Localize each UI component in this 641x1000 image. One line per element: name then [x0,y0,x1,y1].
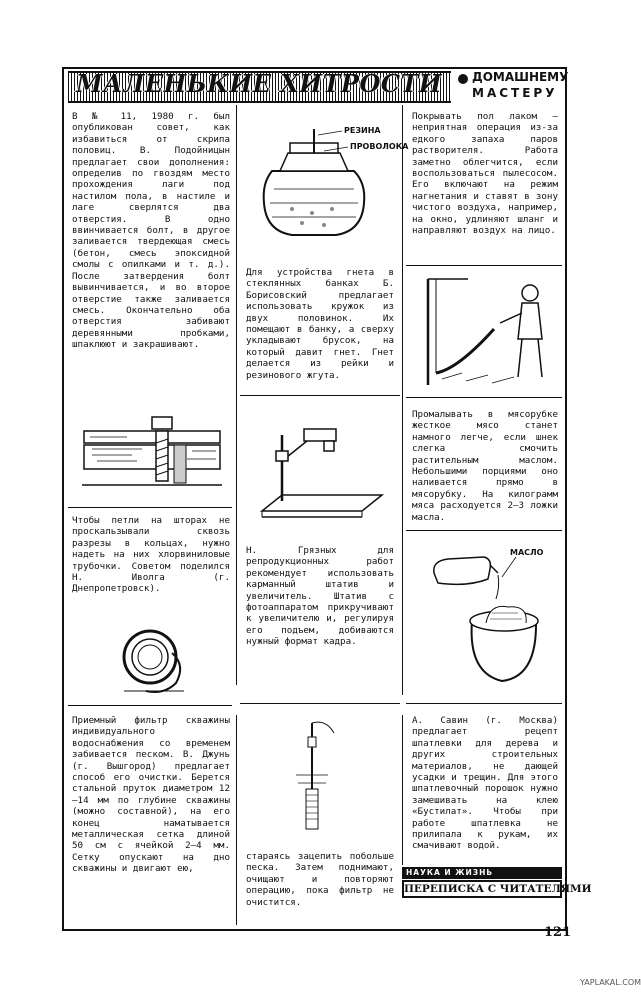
rubber-label: РЕЗИНА [344,126,381,135]
section-divider [240,703,400,704]
column-divider [236,715,237,925]
article-nails: В № 11, 1980 г. был опубликован совет, как избавиться от скрипа половиц. В. Подойницын предлагает свои дополнения: определив по гвоздям место прохождения лаги под настилом пола, в настиле и лаге сверлятся два отверстия. В одно ввинчивается болт, в другое заливается твердеющая смесь (бетон, смесь эпоксидной смолы с опилками и т. д.). После затвердения болт вывинчивается, и во второе отверстие также заливается смесь. Окончательно оба отверстия забивают деревянными пробками, шпаклюют и закрашивают. [72,111,230,351]
rubric-line-1: ДОМАШНЕМУ [472,70,569,84]
article-paint: Покрывать пол лаком — неприятная операция из-за едкого запаха паров растворителя. Работа заметно облегчится, если воспользоваться пылесосом. Его включают на режим нагнетания и ставят в зону чистого воздуха, например, на окно, удлиняют шланг и направляют воздух на лицо. [412,111,558,237]
section-divider [240,395,400,396]
watermark: YAPLAKAL.COM [580,978,641,987]
article-meat: Промалывать в мясорубке жесткое мясо станет намного легче, если шнек слегка смочить растительным маслом. Небольшими порциями оно наливается прямо в мясорубку. На килограмм мяса расходуется 2—3 ложки масла. [412,409,558,523]
oil-label: МАСЛО [510,548,544,557]
article-putty: А. Савин (г. Москва) предлагает рецепт шпатлевки для дерева и других строительных материалов, не дающей усадки и трещин. Для этого шпатлевочный порошок нужно замешивать на клею «Бустилат». Чтобы при работе шпатлевка не прилипала к рукам, их смачивают водой. [412,715,558,852]
section-divider [406,703,562,704]
column-divider [402,105,403,695]
article-photo: Н. Грязных для репродукционных работ рекомендует использовать карманный штатив и увеличитель. Штатив с фотоаппаратом прикручивают к увеличителю и, регулируя его подъем, добиваются нужный формат кадра. [246,545,394,648]
oil-meat-grinder-illustration [428,543,562,693]
section-divider [68,507,232,508]
magazine-badge: НАУКА И ЖИЗНЬ [402,867,562,879]
tripod-enlarger-illustration [252,415,392,525]
magazine-page [62,55,592,945]
sand-rod-illustration [282,719,362,839]
article-filter-continued: стараясь зацепить побольше песка. Затем поднимают, очищают и повторяют операцию, пока фильтр не очистится. [246,851,394,908]
rubric-line-2: МАСТЕРУ [472,86,558,100]
column-divider [402,715,403,865]
bolt-floor-illustration [82,403,222,498]
article-curtain: Чтобы петли на шторах не проскальзывали сквозь разрезы в кольцах, нужно надеть на них хлорвиниловые трубочки. Советом поделился Н. Иволга (г. Днепропетровск). [72,515,230,595]
bullet-icon [458,74,468,84]
curtain-ring-illustration [114,625,194,700]
page-number: 121 [544,925,572,940]
window-vacuum-illustration [418,273,558,391]
section-badge: ПЕРЕПИСКА С ЧИТАТЕЛЯМИ [402,880,562,898]
page-title: МАЛЕНЬКИЕ ХИТРОСТИ [76,69,443,98]
article-filter: Приемный фильтр скважины индивидуального водоснабжения со временем забивается песком. В. Джунь (г. Вышгород) предлагает способ его очистки. Берется стальной пруток диаметром 12—14 мм по глубине скважины (можно составной), на его конец наматывается металлическая сетка длиной 50 см с ячейкой 2—4 мм. Сетку опускают на дно скважины и двигают ею, [72,715,230,875]
wire-label: ПРОВОЛОКА [350,142,409,151]
section-divider [406,397,562,398]
jar-illustration [252,123,409,243]
section-divider [406,265,562,266]
article-jar: Для устройства гнета в стеклянных банках Б. Борисовский предлагает использовать кружок из двух половинок. Их помещают в банку, а сверху укладывают брусок, на который давит гнет. Гнет делается из рейки и резинового жгута. [246,267,394,381]
section-divider [406,530,562,531]
section-divider [68,705,232,706]
column-divider [236,105,237,685]
